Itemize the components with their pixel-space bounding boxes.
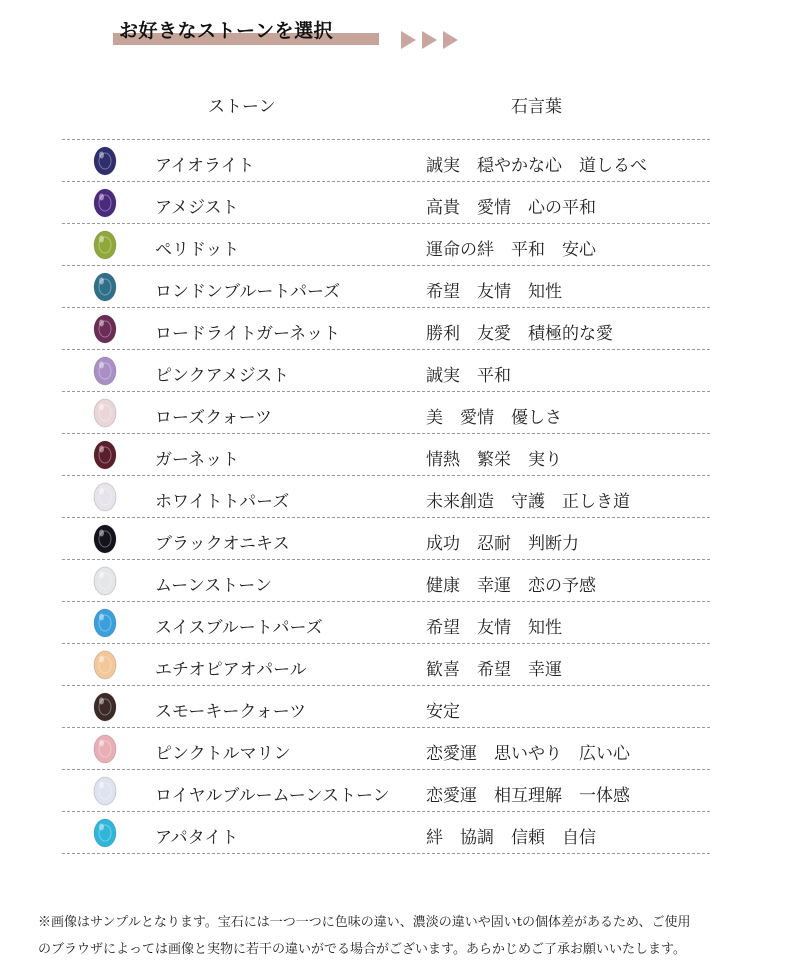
royal-blue-moonstone-gem-icon — [93, 776, 117, 806]
list-item — [62, 644, 710, 686]
pink-amethyst-gem-icon — [93, 356, 117, 386]
section-header — [113, 14, 383, 48]
list-item — [62, 224, 710, 266]
stone-list — [62, 139, 710, 854]
white-topaz-gem-icon — [93, 482, 117, 512]
column-header-stone: ストーン — [208, 97, 276, 117]
stone-name: ロイヤルブルームーンストーン — [155, 786, 390, 806]
stone-name: スイスブルートパーズ — [155, 618, 323, 638]
stone-name: アメジスト — [155, 198, 239, 218]
amethyst-gem-icon — [93, 188, 117, 218]
stone-meaning: 希望 友情 知性 — [426, 618, 562, 638]
stone-meaning: 歓喜 希望 幸運 — [426, 660, 562, 680]
list-item — [62, 560, 710, 602]
stone-name: ガーネット — [155, 450, 240, 470]
stone-name: ローズクォーツ — [155, 408, 272, 428]
stone-meaning: 誠実 平和 — [426, 366, 511, 386]
london-blue-topaz-gem-icon — [93, 272, 117, 302]
list-item — [62, 392, 710, 434]
list-item — [62, 434, 710, 476]
stone-meaning: 絆 協調 信頼 自信 — [426, 828, 596, 848]
iolite-gem-icon — [93, 146, 117, 176]
stone-meaning: 誠実 穏やかな心 道しるべ — [426, 156, 647, 176]
list-item — [62, 266, 710, 308]
stone-meaning: 情熱 繁栄 実り — [426, 450, 562, 470]
stone-meaning: 運命の絆 平和 安心 — [426, 240, 596, 260]
stone-name: アイオライト — [155, 156, 255, 176]
list-item — [62, 518, 710, 560]
list-item — [62, 602, 710, 644]
stone-meaning: 成功 忍耐 判断力 — [426, 534, 579, 554]
stone-name: スモーキークォーツ — [155, 702, 307, 722]
disclaimer-line-2: のブラウザによっては画像と実物に若干の違いがでる場合がございます。あらかじめご了承お願いいたします。 — [38, 942, 686, 957]
stone-name: ホワイトトパーズ — [155, 492, 290, 512]
stone-meaning: 勝利 友愛 積極的な愛 — [426, 324, 613, 344]
stone-name: ピンクトルマリン — [155, 744, 291, 764]
disclaimer-line-1: ※画像はサンプルとなります。宝石には一つ一つに色味の違い、濃淡の違いや固いtの個体差があるため、ご使用 — [38, 915, 691, 930]
stone-name: アパタイト — [155, 828, 239, 848]
stone-name: ロンドンブルートパーズ — [155, 282, 341, 302]
stone-name: ペリドット — [155, 240, 240, 260]
pink-tourmaline-gem-icon — [93, 734, 117, 764]
stone-meaning: 健康 幸運 恋の予感 — [426, 576, 596, 596]
list-item — [62, 308, 710, 350]
garnet-gem-icon — [93, 440, 117, 470]
list-item — [62, 770, 710, 812]
column-header-stone-meaning: 石言葉 — [511, 97, 562, 117]
stone-meaning: 希望 友情 知性 — [426, 282, 562, 302]
stone-meaning: 恋愛運 相互理解 一体感 — [426, 786, 630, 806]
stone-meaning: 安定 — [426, 702, 460, 722]
moonstone-gem-icon — [93, 566, 117, 596]
stone-name: ピンクアメジスト — [155, 366, 290, 386]
rhodolite-garnet-gem-icon — [93, 314, 117, 344]
ethiopian-opal-gem-icon — [93, 650, 117, 680]
list-item — [62, 476, 710, 518]
list-item — [62, 812, 710, 854]
stone-meaning: 美 愛情 優しさ — [426, 408, 562, 428]
list-item — [62, 728, 710, 770]
stone-name: エチオピアオパール — [155, 660, 307, 680]
list-item — [62, 182, 710, 224]
smoky-quartz-gem-icon — [93, 692, 117, 722]
list-item — [62, 140, 710, 182]
stone-meaning: 恋愛運 思いやり 広い心 — [426, 744, 630, 764]
rose-quartz-gem-icon — [93, 398, 117, 428]
peridot-gem-icon — [93, 230, 117, 260]
page-title: お好きなストーンを選択 — [119, 20, 334, 42]
swiss-blue-topaz-gem-icon — [93, 608, 117, 638]
stone-name: ブラックオニキス — [155, 534, 290, 554]
black-onyx-gem-icon — [93, 524, 117, 554]
list-item — [62, 686, 710, 728]
apatite-gem-icon — [93, 818, 117, 848]
stone-meaning: 未来創造 守護 正しき道 — [426, 492, 630, 512]
stone-meaning: 高貴 愛情 心の平和 — [426, 198, 596, 218]
triple-arrow-icon — [401, 29, 463, 51]
stone-name: ムーンストーン — [155, 576, 272, 596]
list-item — [62, 350, 710, 392]
stone-name: ロードライトガーネット — [155, 324, 341, 344]
